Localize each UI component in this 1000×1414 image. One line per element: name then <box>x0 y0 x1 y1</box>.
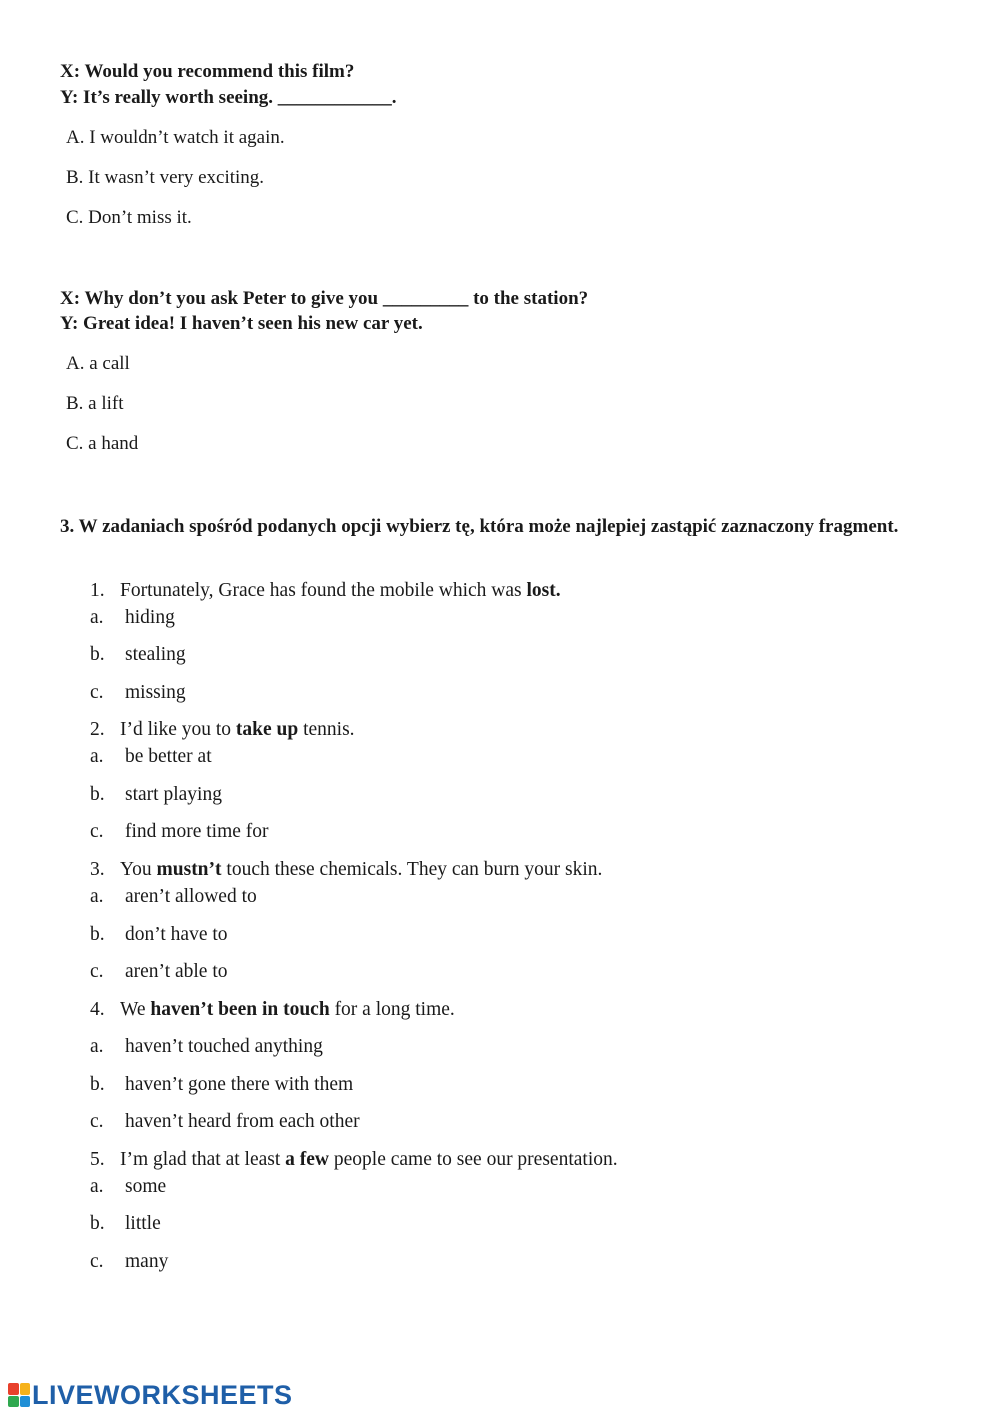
logo-mark-icon <box>8 1383 30 1407</box>
logo-text: LIVEWORKSHEETS <box>32 1379 293 1410</box>
logo-square-green <box>8 1396 19 1408</box>
choice-text: haven’t gone there with them <box>125 1074 354 1095</box>
dialog1-question: X: Would you recommend this film? <box>60 61 355 82</box>
item-5-choice-a[interactable] <box>90 1176 166 1198</box>
item-highlight: mustn’t <box>156 859 222 880</box>
item-number: 5. <box>90 1149 105 1170</box>
item-4-choice-c[interactable] <box>90 1111 360 1133</box>
item-2-choice-c[interactable] <box>90 821 269 843</box>
choice-letter: c. <box>90 961 104 982</box>
choice-text: missing <box>125 682 186 703</box>
choice-letter: b. <box>90 1074 105 1095</box>
item-highlight: a few <box>285 1149 330 1170</box>
item-4-choice-a[interactable] <box>90 1036 323 1058</box>
item-text: I’d like you to <box>120 719 236 740</box>
item-4 <box>90 999 455 1021</box>
logo-square-yellow <box>20 1383 31 1395</box>
item-number: 1. <box>90 580 105 601</box>
choice-text: aren’t able to <box>125 961 228 982</box>
item-1-choice-a[interactable] <box>90 607 175 629</box>
dialog2-option-a[interactable]: A. a call <box>66 353 130 374</box>
item-text-end: for a long time. <box>329 999 455 1020</box>
item-4-choice-b[interactable] <box>90 1074 353 1096</box>
dialog1-option-b[interactable]: B. It wasn’t very exciting. <box>66 167 265 188</box>
item-number: 4. <box>90 999 105 1020</box>
choice-letter: a. <box>90 886 104 907</box>
item-3-choice-c[interactable] <box>90 961 228 983</box>
dialog1-response: Y: It’s really worth seeing. ____________. <box>60 87 397 108</box>
choice-text: start playing <box>125 784 222 805</box>
dialog2-question: X: Why don’t you ask Peter to give you _________ to the station? <box>60 288 589 309</box>
item-5 <box>90 1149 618 1171</box>
choice-letter: a. <box>90 746 104 767</box>
item-3-choice-b[interactable] <box>90 924 228 946</box>
item-text-end: touch these chemicals. They can burn your skin. <box>221 859 603 880</box>
choice-text: haven’t touched anything <box>125 1036 323 1057</box>
item-text: I’m glad that at least <box>120 1149 286 1170</box>
choice-letter: b. <box>90 644 105 665</box>
choice-text: little <box>125 1213 161 1234</box>
choice-text: be better at <box>125 746 212 767</box>
logo-square-red <box>8 1383 19 1395</box>
item-text-end: tennis. <box>298 719 355 740</box>
dialog1-option-c[interactable]: C. Don’t miss it. <box>66 207 192 228</box>
choice-text: haven’t heard from each other <box>125 1111 360 1132</box>
item-number: 3. <box>90 859 105 880</box>
item-text: We <box>120 999 151 1020</box>
item-5-choice-b[interactable] <box>90 1213 161 1235</box>
choice-text: hiding <box>125 607 175 628</box>
choice-letter: c. <box>90 1251 104 1272</box>
choice-letter: b. <box>90 784 105 805</box>
item-1-choice-c[interactable] <box>90 682 186 704</box>
choice-text: some <box>125 1176 167 1197</box>
choice-text: find more time for <box>125 821 269 842</box>
choice-letter: a. <box>90 1036 104 1057</box>
item-highlight: haven’t been in touch <box>150 999 330 1020</box>
choice-letter: b. <box>90 1213 105 1234</box>
dialog2-option-b[interactable]: B. a lift <box>66 393 124 414</box>
item-number: 2. <box>90 719 105 740</box>
dialog1-option-a[interactable]: A. I wouldn’t watch it again. <box>66 127 285 148</box>
choice-letter: b. <box>90 924 105 945</box>
choice-letter: a. <box>90 1176 104 1197</box>
dialog2-option-c[interactable]: C. a hand <box>66 433 139 454</box>
item-highlight: take up <box>235 719 299 740</box>
choice-text: stealing <box>125 644 186 665</box>
choice-letter: c. <box>90 821 104 842</box>
choice-letter: a. <box>90 607 104 628</box>
item-1-choice-b[interactable] <box>90 644 186 666</box>
item-2-choice-b[interactable] <box>90 784 222 806</box>
choice-text: many <box>125 1251 169 1272</box>
section3-instruction: 3. W zadaniach spośród podanych opcji wybierz tę, która może najlepiej zastąpić zaznaczony fragment. <box>60 516 899 537</box>
choice-letter: c. <box>90 1111 104 1132</box>
choice-letter: c. <box>90 682 104 703</box>
liveworksheets-logo[interactable] <box>8 1380 293 1410</box>
dialog2-response: Y: Great idea! I haven’t seen his new car yet. <box>60 313 423 334</box>
item-2-choice-a[interactable] <box>90 746 212 768</box>
item-5-choice-c[interactable] <box>90 1251 168 1273</box>
item-1 <box>90 580 561 602</box>
choice-text: aren’t allowed to <box>125 886 257 907</box>
item-3 <box>90 859 602 881</box>
logo-square-blue <box>20 1396 31 1408</box>
item-text-end: people came to see our presentation. <box>329 1149 618 1170</box>
choice-text: don’t have to <box>125 924 228 945</box>
item-text: You <box>120 859 157 880</box>
item-text: Fortunately, Grace has found the mobile which was <box>120 580 527 601</box>
item-highlight: lost. <box>526 580 561 601</box>
item-2 <box>90 719 355 741</box>
item-3-choice-a[interactable] <box>90 886 257 908</box>
